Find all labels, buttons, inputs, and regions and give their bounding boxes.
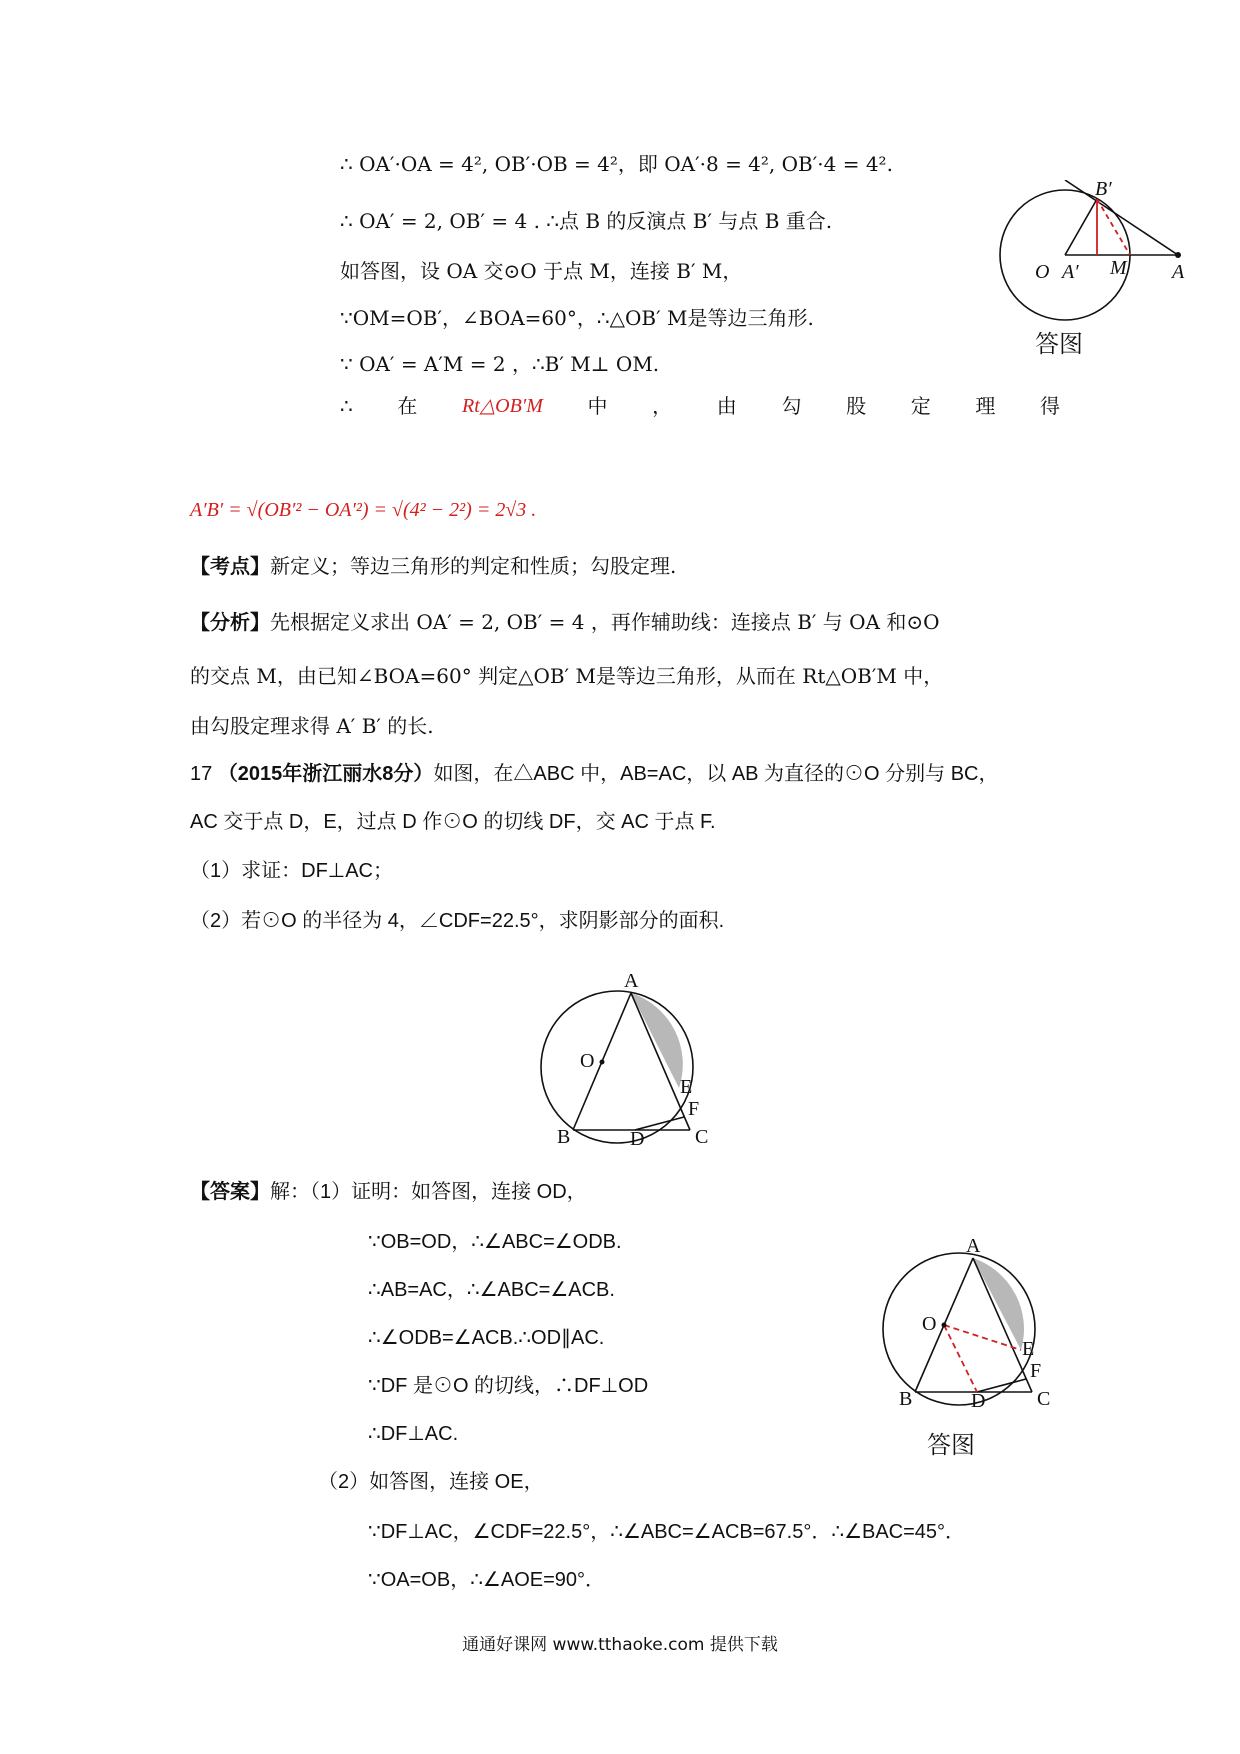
answer-intro-text: 解：（1）证明：如答图，连接 OD，	[270, 1181, 587, 1203]
line-2: ∴ OA′ = 2, OB′ = 4 . ∴点 B 的反演点 B′ 与点 B 重合.	[340, 209, 833, 233]
answer-step-2: ∴AB=AC，∴∠ABC=∠ACB.	[368, 1279, 615, 1301]
line-6	[340, 392, 1060, 420]
problem-question-2: （2）若⊙O 的半径为 4，∠CDF=22.5°，求阴影部分的面积.	[190, 910, 725, 932]
line-6-word: ，	[652, 394, 673, 418]
line-6-word: Rt△OB′M	[462, 395, 543, 417]
problem-question-1: （1）求证：DF⊥AC；	[190, 860, 393, 882]
line-5: ∵ OA′ = A′M = 2 ，∴B′ M⊥ OM.	[340, 352, 660, 376]
fig2-label: F	[688, 1098, 700, 1120]
line-6-word: 由	[716, 394, 737, 418]
answer-step-4: ∵DF 是⊙O 的切线，∴DF⊥OD	[368, 1375, 649, 1397]
fenxi-text-1: 先根据定义求出 OA′ = 2, OB′ = 4 ，再作辅助线：连接点 B′ 与 OA 和⊙O	[270, 610, 940, 634]
problem-source: （2015年浙江丽水8分）	[217, 763, 434, 785]
fig2-label: B	[557, 1126, 571, 1145]
fig2-label: D	[630, 1128, 645, 1145]
answer-step-1: ∵OB=OD，∴∠ABC=∠ODB.	[368, 1231, 622, 1253]
line-6-word: 在	[397, 394, 418, 418]
page-footer: 通通好课网 www.tthaoke.com 提供下载	[462, 1635, 778, 1655]
answer-part-2: （2）如答图，连接 OE，	[318, 1471, 544, 1493]
line-6-word: 勾	[781, 394, 802, 418]
line-1: ∴ OA′·OA = 4², OB′·OB = 4²，即 OA′·8 = 4², OB′·4 = 4².	[340, 152, 893, 176]
fig3-label: A	[966, 1235, 981, 1257]
line-6-word: ∴	[340, 394, 353, 418]
line-6-word: 定	[910, 394, 931, 418]
problem-number: 17	[190, 763, 213, 785]
fig3-label: E	[1022, 1338, 1035, 1360]
answer-intro	[190, 1178, 587, 1206]
fig2-label: A	[624, 970, 639, 992]
fenxi-line-3: 由勾股定理求得 A′ B′ 的长.	[190, 714, 434, 738]
line-6-word: 股	[846, 394, 867, 418]
kaodian	[190, 552, 676, 581]
answer-step-3: ∴∠ODB=∠ACB.∴OD∥AC.	[368, 1327, 605, 1349]
line-7-formula: A′B′ = √(OB′² − OA′²) = √(4² − 2²) = 2√3 .	[190, 499, 537, 521]
answer-label: 【答案】	[190, 1181, 270, 1203]
fig3-label: B	[899, 1388, 913, 1410]
fig3-label: O	[922, 1313, 937, 1335]
figure-3-diagram	[855, 1225, 1075, 1465]
fig3-label: D	[971, 1390, 986, 1412]
fig1-label: B′	[1095, 180, 1112, 200]
line-3: 如答图，设 OA 交⊙O 于点 M，连接 B′ M，	[340, 259, 743, 283]
fig1-label: O	[1035, 261, 1050, 283]
problem-text-1: 如图，在△ABC 中，AB=AC，以 AB 为直径的⊙O 分别与 BC，	[433, 763, 999, 785]
answer-step-7: ∵OA=OB，∴∠AOE=90°．	[368, 1569, 606, 1591]
line-6-word: 理	[975, 394, 996, 418]
kaodian-label: 【考点】	[190, 556, 270, 578]
answer-step-5: ∴DF⊥AC.	[368, 1423, 459, 1445]
fig3-caption: 答图	[927, 1431, 975, 1459]
line-4: ∵OM=OB′，∠BOA=60°，∴△OB′ M是等边三角形.	[340, 306, 814, 330]
fig2-label: C	[695, 1126, 709, 1145]
problem-line-1	[190, 760, 999, 788]
fig2-label: O	[580, 1050, 595, 1072]
figure-1-diagram	[975, 180, 1205, 380]
fig1-label: A	[1172, 261, 1185, 283]
fig3-label: F	[1030, 1360, 1042, 1382]
fenxi-label: 【分析】	[190, 612, 270, 634]
fig1-label: M	[1110, 257, 1127, 279]
fig1-caption: 答图	[1035, 330, 1083, 358]
problem-line-2: AC 交于点 D，E，过点 D 作⊙O 的切线 DF，交 AC 于点 F.	[190, 811, 716, 833]
fig3-label: C	[1037, 1388, 1051, 1410]
figure-2-diagram	[515, 965, 715, 1145]
kaodian-text: 新定义；等边三角形的判定和性质；勾股定理.	[270, 554, 677, 578]
line-6-word: 中	[587, 394, 608, 418]
fig1-label: A′	[1062, 261, 1079, 283]
fenxi-line-1	[190, 608, 940, 637]
fenxi-line-2: 的交点 M，由已知∠BOA=60° 判定△OB′ M是等边三角形，从而在 Rt△OB′M 中，	[190, 664, 944, 688]
line-6-word: 得	[1040, 394, 1060, 418]
fig2-label: E	[680, 1076, 693, 1098]
answer-step-6: ∵DF⊥AC，∠CDF=22.5°，∴∠ABC=∠ACB=67.5°．∴∠BAC=45°．	[368, 1521, 966, 1543]
